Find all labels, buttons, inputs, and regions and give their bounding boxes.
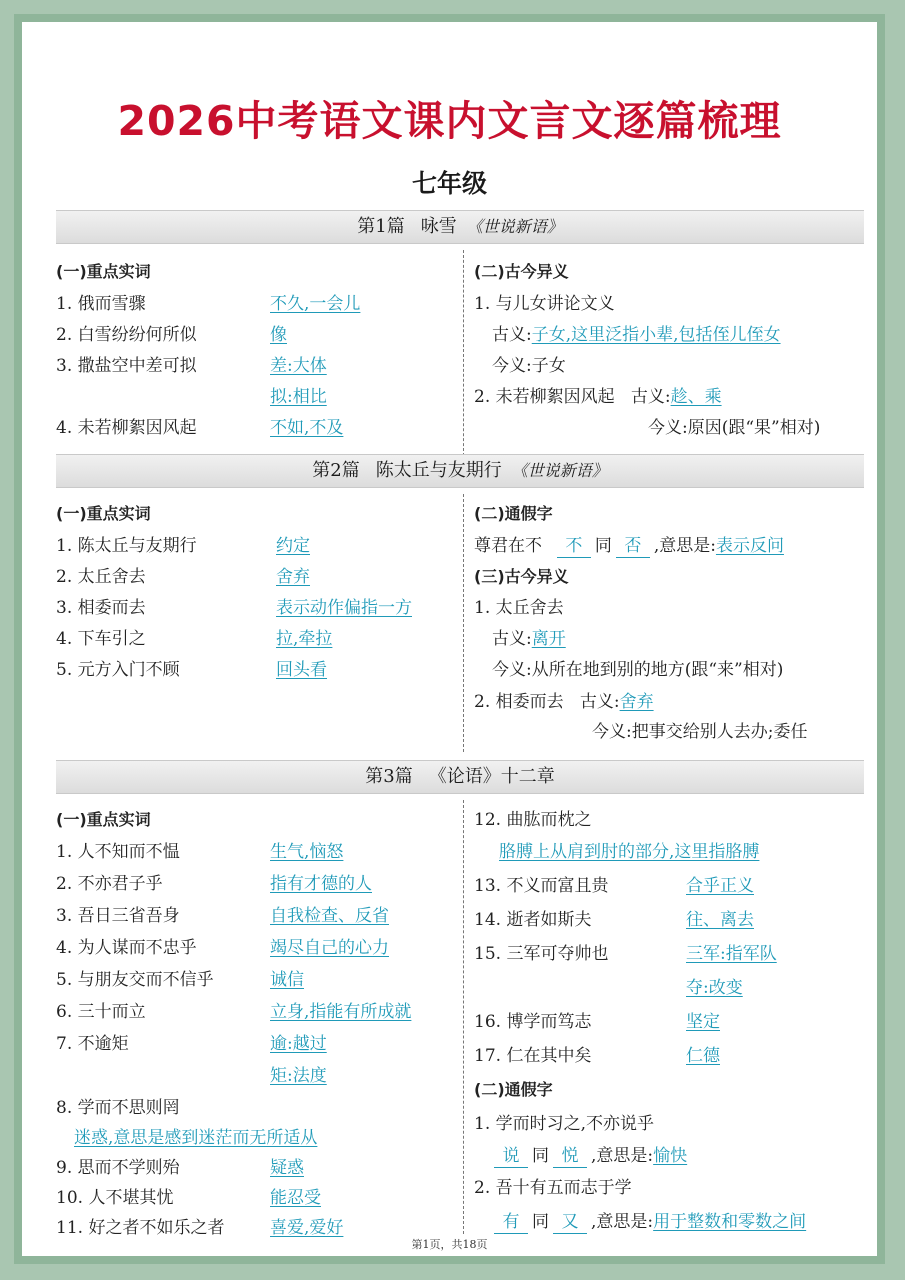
s3-tjz-item-1: 1. 学而时习之,不亦说乎 xyxy=(474,1114,655,1134)
s3-answer-16: 坚定 xyxy=(686,1012,720,1032)
s3-answer-3: 自我检查、反省 xyxy=(270,906,389,926)
s2-left-heading: (一)重点实词 xyxy=(56,504,151,523)
s2-gjyy-heading: (三)古今异义 xyxy=(474,567,569,586)
s3-answer-15: 三军:指军队 xyxy=(686,944,777,964)
s3-item-16: 16. 博学而笃志 xyxy=(474,1012,592,1032)
page-border xyxy=(14,14,885,1264)
s3-answer-15b: 夺:改变 xyxy=(686,978,743,998)
s1-gjyy-new-2: 今义:原因(跟“果”相对) xyxy=(648,418,821,438)
s1-answer-3b: 拟:相比 xyxy=(270,387,327,407)
s3-tjz-ans-1: 说 同 悦 ,意思是:愉快 xyxy=(490,1144,687,1168)
section-2-banner xyxy=(56,454,864,488)
s3-left-heading: (一)重点实词 xyxy=(56,810,151,829)
s3-answer-7b: 矩:法度 xyxy=(270,1066,327,1086)
s2-gjyy-new-1: 今义:从所在地到别的地方(跟“来”相对) xyxy=(492,660,784,680)
s3-tjz-item-2: 2. 吾十有五而志于学 xyxy=(474,1178,632,1198)
s2-answer-2: 舍弃 xyxy=(276,567,310,587)
s3-answer-14: 往、离去 xyxy=(686,910,754,930)
s3-item-12: 12. 曲肱而枕之 xyxy=(474,810,592,830)
s1-item-3: 3. 撒盐空中差可拟 xyxy=(56,356,197,376)
s3-item-15: 15. 三军可夺帅也 xyxy=(474,944,609,964)
section-2-name: 陈太丘与友期行 xyxy=(375,460,502,481)
s3-item-5: 5. 与朋友交而不信乎 xyxy=(56,970,214,990)
s2-gjyy-item-1: 1. 太丘舍去 xyxy=(474,598,564,618)
s1-gjyy-new-1: 今义:子女 xyxy=(492,356,566,376)
s3-item-1: 1. 人不知而不愠 xyxy=(56,842,180,862)
s3-answer-6: 立身,指能有所成就 xyxy=(270,1002,412,1022)
s2-item-5: 5. 元方入门不顾 xyxy=(56,660,180,680)
s3-item-6: 6. 三十而立 xyxy=(56,1002,146,1022)
s2-answer-4: 拉,牵拉 xyxy=(276,629,333,649)
s2-answer-5: 回头看 xyxy=(276,660,327,680)
s3-item-2: 2. 不亦君子乎 xyxy=(56,874,163,894)
s1-item-1: 1. 俄而雪骤 xyxy=(56,294,146,314)
s2-gjyy-new-2: 今义:把事交给别人去办;委任 xyxy=(592,722,808,742)
page-title: 2026中考语文课内文言文逐篇梳理 xyxy=(117,97,782,145)
s3-item-13: 13. 不义而富且贵 xyxy=(474,876,609,896)
s3-item-8: 8. 学而不思则罔 xyxy=(56,1098,180,1118)
s1-answer-1: 不久,一会儿 xyxy=(270,294,361,314)
document-page xyxy=(22,22,877,1256)
s1-gjyy-item-2: 2. 未若柳絮因风起 古义:趁、乘 xyxy=(474,387,722,407)
s3-item-14: 14. 逝者如斯夫 xyxy=(474,910,592,930)
section-2-label: 第2篇 xyxy=(312,460,360,481)
s1-left-heading: (一)重点实词 xyxy=(56,262,151,281)
s3-item-9: 9. 思而不学则殆 xyxy=(56,1158,180,1178)
section-2-divider xyxy=(463,494,464,752)
s3-item-11: 11. 好之者不如乐之者 xyxy=(56,1218,225,1238)
s2-item-1: 1. 陈太丘与友期行 xyxy=(56,536,197,556)
s3-tjz-ans-2: 有 同 又 ,意思是:用于整数和零数之间 xyxy=(490,1210,806,1234)
section-1-divider xyxy=(463,250,464,456)
s3-answer-11: 喜爱,爱好 xyxy=(270,1218,344,1238)
section-1-book: 《世说新语》 xyxy=(466,217,563,236)
s3-answer-2: 指有才德的人 xyxy=(270,874,372,894)
s3-item-10: 10. 人不堪其忧 xyxy=(56,1188,174,1208)
s1-item-2: 2. 白雪纷纷何所似 xyxy=(56,325,197,345)
s1-right-heading: (二)古今异义 xyxy=(474,262,569,281)
s1-answer-2: 像 xyxy=(270,325,287,345)
s1-item-4: 4. 未若柳絮因风起 xyxy=(56,418,197,438)
s3-answer-5: 诚信 xyxy=(270,970,304,990)
s3-item-7: 7. 不逾矩 xyxy=(56,1034,129,1054)
s2-gjyy-item-2: 2. 相委而去 古义:舍弃 xyxy=(474,692,654,712)
s3-answer-8: 迷惑,意思是感到迷茫而无所适从 xyxy=(74,1128,318,1148)
section-1-label: 第1篇 xyxy=(357,216,405,237)
s2-item-2: 2. 太丘舍去 xyxy=(56,567,146,587)
section-3-divider xyxy=(463,800,464,1234)
page-footer: 第1页，共18页 xyxy=(411,1238,488,1251)
s2-item-3: 3. 相委而去 xyxy=(56,598,146,618)
s2-tjz-heading: (二)通假字 xyxy=(474,504,553,523)
section-2-book: 《世说新语》 xyxy=(511,461,608,480)
section-1-name: 咏雪 xyxy=(420,216,457,237)
s2-answer-3: 表示动作偏指一方 xyxy=(276,598,412,618)
s1-answer-4: 不如,不及 xyxy=(270,418,344,438)
s3-item-3: 3. 吾日三省吾身 xyxy=(56,906,180,926)
s3-answer-12: 胳膊上从肩到肘的部分,这里指胳膊 xyxy=(499,842,760,862)
s3-answer-7: 逾:越过 xyxy=(270,1034,327,1054)
s3-answer-13: 合乎正义 xyxy=(686,876,754,896)
section-3-banner xyxy=(56,760,864,794)
section-3-label: 第3篇 xyxy=(365,766,413,787)
s3-answer-10: 能忍受 xyxy=(270,1188,321,1208)
grade-heading: 七年级 xyxy=(411,169,487,198)
s2-item-4: 4. 下车引之 xyxy=(56,629,146,649)
s1-answer-3: 差:大体 xyxy=(270,356,327,376)
s2-answer-1: 约定 xyxy=(276,536,310,556)
s3-answer-4: 竭尽自己的心力 xyxy=(270,938,389,958)
s3-answer-1: 生气,恼怒 xyxy=(270,842,344,862)
s1-gjyy-item-1: 1. 与儿女讲论文义 xyxy=(474,294,615,314)
s3-answer-17: 仁德 xyxy=(686,1046,720,1066)
s3-item-17: 17. 仁在其中矣 xyxy=(474,1046,592,1066)
s3-tjz-heading: (二)通假字 xyxy=(474,1080,553,1099)
s2-tjz-line: 尊君在不 不 同 否 ,意思是:表示反问 xyxy=(474,536,784,556)
s3-answer-9: 疑惑 xyxy=(270,1158,304,1178)
s2-gjyy-old-1: 古义:离开 xyxy=(492,629,566,649)
section-1-banner xyxy=(56,210,864,244)
s3-item-4: 4. 为人谋而不忠乎 xyxy=(56,938,197,958)
section-3-name: 《论语》十二章 xyxy=(428,766,555,787)
s1-gjyy-old-1: 古义:子女,这里泛指小辈,包括侄儿侄女 xyxy=(492,325,781,345)
